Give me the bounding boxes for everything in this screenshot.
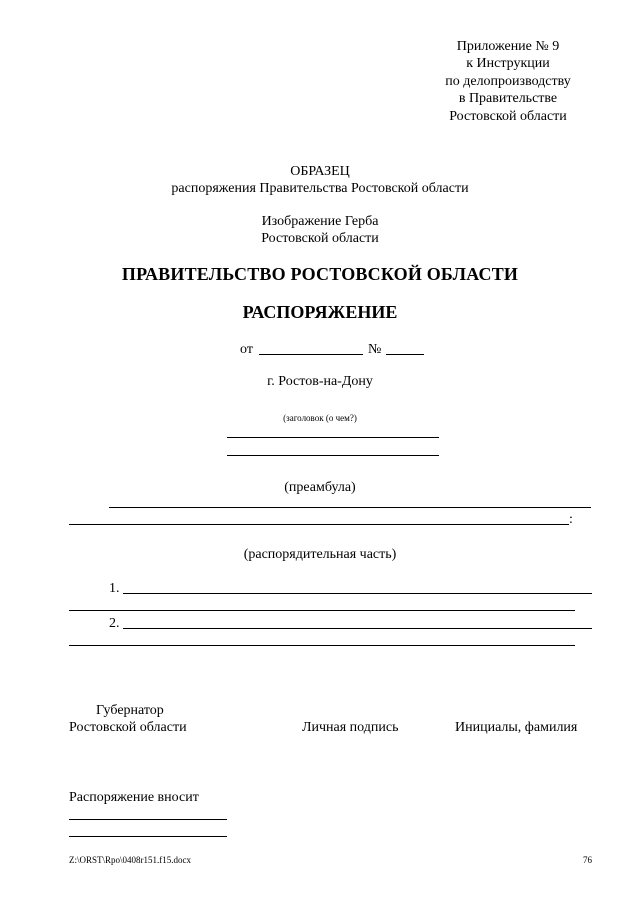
emblem-placeholder-line2: Ростовской области [261,231,379,246]
appendix-line-2: к Инструкции [466,56,550,72]
order-item-1-number: 1. [109,581,120,596]
order-item-2-line [123,628,592,629]
signature-placeholder: Личная подпись [302,720,399,735]
title-line-2 [227,455,439,456]
governor-region: Ростовской области [69,720,187,735]
order-item-2-number: 2. [109,616,120,631]
date-blank-line [259,354,363,355]
footer-file-path: Z:\ORST\Rpo\0408r151.f15.docx [69,855,191,865]
order-item-1-line [123,593,592,594]
governor-title: Губернатор [96,703,164,718]
submitted-by-label: Распоряжение вносит [69,790,199,805]
number-label: № [368,342,382,357]
appendix-line-5: Ростовской области [449,108,567,124]
preamble-label: (преамбула) [284,480,356,495]
name-placeholder: Инициалы, фамилия [455,720,578,735]
sample-title: ОБРАЗЕЦ [290,164,350,179]
submitted-by-line-2 [69,836,227,837]
number-blank-line [386,354,424,355]
preamble-end-mark: : [569,512,573,527]
order-item-2-continuation [69,645,575,646]
emblem-placeholder-line1: Изображение Герба [261,214,379,229]
submitted-by-line-1 [69,819,227,820]
preamble-line-1 [109,507,591,508]
appendix-line-4: в Правительстве [458,91,558,107]
government-heading: ПРАВИТЕЛЬСТВО РОСТОВСКОЙ ОБЛАСТИ [121,264,519,284]
order-item-1-continuation [69,610,575,611]
appendix-block [420,38,596,125]
date-label: от [240,342,253,357]
order-part-label: (распорядительная часть) [243,547,397,562]
appendix-line-3: по делопроизводству [445,73,571,89]
title-hint: (заголовок (о чем?) [283,413,357,423]
document-type-heading: РАСПОРЯЖЕНИЕ [242,302,398,322]
city-label: г. Ростов-на-Дону [267,374,373,389]
appendix-line-1: Приложение № 9 [456,39,560,54]
preamble-line-2 [69,524,569,525]
footer-page-number: 76 [583,855,592,865]
title-line-1 [227,437,439,438]
sample-subtitle: распоряжения Правительства Ростовской области [171,181,469,196]
